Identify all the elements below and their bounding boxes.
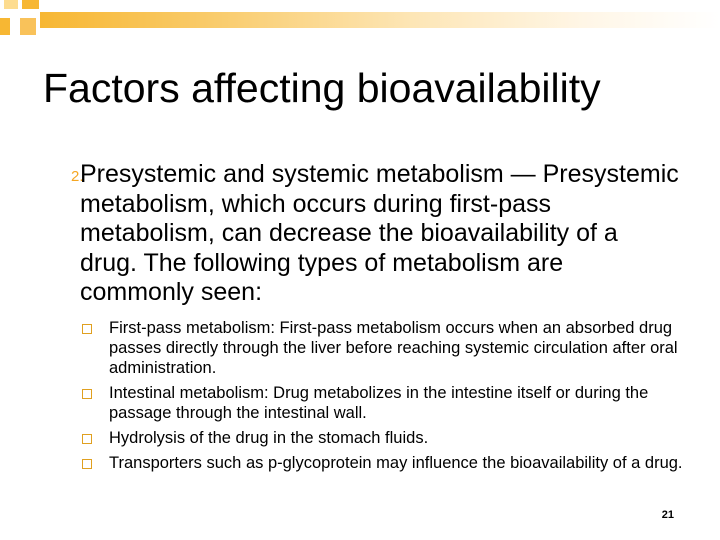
- list-number: 2.: [71, 168, 84, 185]
- decor-square: [4, 0, 18, 9]
- square-bullet-icon: [82, 459, 92, 469]
- square-bullet-icon: [82, 389, 92, 399]
- list-item-text: Hydrolysis of the drug in the stomach fluids.: [109, 429, 429, 447]
- list-item-text: First-pass metabolism: First-pass metabolism occurs when an absorbed drug passes directly through the liver before reaching systemic circulation after oral administration.: [109, 319, 678, 377]
- page-number: 21: [661, 509, 674, 521]
- square-bullet-icon: [82, 434, 92, 444]
- decor-square: [22, 0, 39, 9]
- list-item-text: Intestinal metabolism: Drug metabolizes in the intestine itself or during the passage through the intestinal wall.: [109, 384, 649, 422]
- main-item-text: Presystemic and systemic metabolism — Presystemic metabolism, which occurs during first-pass metabolism, can decrease the bioavailability of a drug. The following types of metabolism are commonly seen:: [80, 160, 679, 306]
- list-item: [79, 453, 689, 473]
- sub-bullet-list: [79, 318, 689, 478]
- list-item-text: Transporters such as p-glycoprotein may influence the bioavailability of a drug.: [109, 454, 683, 472]
- list-item: [79, 428, 689, 448]
- decor-square: [0, 18, 10, 35]
- decor-square: [20, 18, 36, 35]
- list-item: [79, 383, 689, 423]
- square-bullet-icon: [82, 324, 92, 334]
- slide-title: Factors affecting bioavailability: [43, 65, 601, 111]
- list-item: [79, 318, 689, 378]
- header-gradient-bar: [40, 12, 720, 28]
